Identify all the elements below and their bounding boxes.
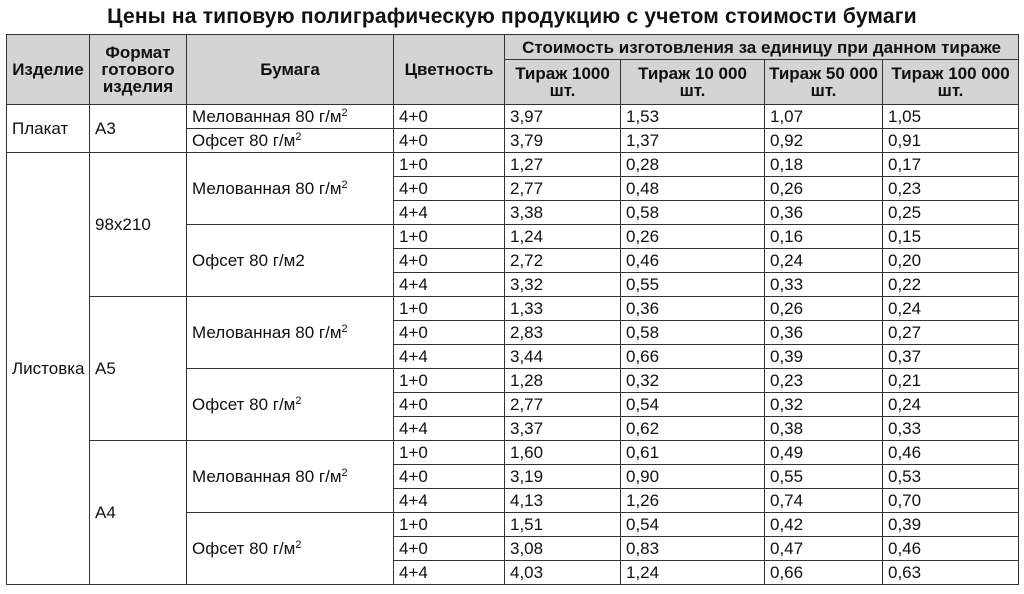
header-cost: Стоимость изготовления за единицу при данном тираже <box>505 35 1019 60</box>
price-cell: 1,24 <box>621 561 765 585</box>
price-cell: 3,37 <box>505 417 621 441</box>
product-leaflet: Листовка <box>7 153 90 585</box>
price-cell: 0,26 <box>621 225 765 249</box>
price-cell: 0,24 <box>883 393 1019 417</box>
paper-sup: 2 <box>341 178 348 191</box>
paper-label: Мелованная 80 г/м <box>192 178 342 198</box>
price-cell: 1,26 <box>621 489 765 513</box>
table-row <box>7 441 1019 465</box>
header-run-100000: Тираж 100 000 шт. <box>883 60 1019 105</box>
paper-label: Офсет 80 г/м <box>192 538 296 558</box>
header-format: Формат готового изделия <box>90 35 187 105</box>
color-cell: 4+4 <box>394 489 505 513</box>
color-cell: 4+4 <box>394 417 505 441</box>
color-cell: 4+4 <box>394 345 505 369</box>
price-cell: 1,07 <box>765 105 883 129</box>
price-cell: 0,90 <box>621 465 765 489</box>
price-cell: 0,33 <box>765 273 883 297</box>
color-cell: 1+0 <box>394 153 505 177</box>
color-cell: 4+0 <box>394 465 505 489</box>
price-cell: 0,48 <box>621 177 765 201</box>
price-cell: 1,24 <box>505 225 621 249</box>
price-cell: 0,46 <box>883 537 1019 561</box>
color-cell: 1+0 <box>394 441 505 465</box>
price-cell: 0,54 <box>621 513 765 537</box>
price-cell: 0,74 <box>765 489 883 513</box>
price-cell: 0,46 <box>621 249 765 273</box>
price-cell: 0,32 <box>621 369 765 393</box>
price-cell: 0,53 <box>883 465 1019 489</box>
price-cell: 3,97 <box>505 105 621 129</box>
price-cell: 0,36 <box>765 201 883 225</box>
price-cell: 3,79 <box>505 129 621 153</box>
color-cell: 1+0 <box>394 369 505 393</box>
paper-cell <box>187 297 394 369</box>
price-cell: 1,37 <box>621 129 765 153</box>
paper-cell <box>187 129 394 153</box>
price-cell: 0,62 <box>621 417 765 441</box>
price-cell: 0,70 <box>883 489 1019 513</box>
price-cell: 0,23 <box>765 369 883 393</box>
price-cell: 0,39 <box>883 513 1019 537</box>
product-poster: Плакат <box>7 105 90 153</box>
price-cell: 0,24 <box>765 249 883 273</box>
price-cell: 0,27 <box>883 321 1019 345</box>
format-98x210: 98х210 <box>90 153 187 297</box>
price-cell: 0,39 <box>765 345 883 369</box>
color-cell: 4+4 <box>394 273 505 297</box>
paper-label: Офсет 80 г/м <box>192 130 296 150</box>
header-run-10000: Тираж 10 000 шт. <box>621 60 765 105</box>
price-cell: 3,19 <box>505 465 621 489</box>
price-cell: 0,33 <box>883 417 1019 441</box>
price-cell: 2,83 <box>505 321 621 345</box>
price-cell: 1,51 <box>505 513 621 537</box>
price-cell: 3,08 <box>505 537 621 561</box>
paper-cell <box>187 105 394 129</box>
price-cell: 0,47 <box>765 537 883 561</box>
paper-cell <box>187 369 394 441</box>
price-cell: 3,32 <box>505 273 621 297</box>
format-a3: А3 <box>90 105 187 153</box>
price-cell: 0,92 <box>765 129 883 153</box>
price-cell: 1,33 <box>505 297 621 321</box>
table-row <box>7 105 1019 129</box>
price-cell: 0,42 <box>765 513 883 537</box>
price-cell: 0,36 <box>765 321 883 345</box>
price-cell: 0,49 <box>765 441 883 465</box>
paper-sup: 2 <box>341 466 348 479</box>
format-a4: А4 <box>90 441 187 585</box>
header-product: Изделие <box>7 35 90 105</box>
price-cell: 0,24 <box>883 297 1019 321</box>
paper-sup: 2 <box>295 394 302 407</box>
paper-label: Офсет 80 г/м <box>192 394 296 414</box>
price-cell: 4,13 <box>505 489 621 513</box>
price-cell: 0,26 <box>765 297 883 321</box>
color-cell: 4+0 <box>394 249 505 273</box>
price-cell: 2,77 <box>505 393 621 417</box>
price-cell: 0,25 <box>883 201 1019 225</box>
price-cell: 1,28 <box>505 369 621 393</box>
format-a5: А5 <box>90 297 187 441</box>
price-cell: 0,58 <box>621 321 765 345</box>
price-cell: 0,38 <box>765 417 883 441</box>
price-cell: 0,22 <box>883 273 1019 297</box>
paper-label: Мелованная 80 г/м <box>192 466 342 486</box>
page-title: Цены на типовую полиграфическую продукцию с учетом стоимости бумаги <box>107 5 917 28</box>
price-cell: 0,61 <box>621 441 765 465</box>
color-cell: 4+0 <box>394 129 505 153</box>
price-cell: 1,05 <box>883 105 1019 129</box>
header-row-1 <box>7 35 1019 60</box>
price-cell: 0,54 <box>621 393 765 417</box>
header-run-50000: Тираж 50 000 шт. <box>765 60 883 105</box>
paper-sup: 2 <box>295 538 302 551</box>
header-paper: Бумага <box>187 35 394 105</box>
price-cell: 0,58 <box>621 201 765 225</box>
paper-sup: 2 <box>341 106 348 119</box>
price-cell: 0,37 <box>883 345 1019 369</box>
paper-label: Мелованная 80 г/м <box>192 106 342 126</box>
paper-cell <box>187 153 394 225</box>
header-color: Цветность <box>394 35 505 105</box>
price-cell: 0,15 <box>883 225 1019 249</box>
price-cell: 2,72 <box>505 249 621 273</box>
price-cell: 3,38 <box>505 201 621 225</box>
price-cell: 0,17 <box>883 153 1019 177</box>
price-cell: 0,26 <box>765 177 883 201</box>
color-cell: 1+0 <box>394 225 505 249</box>
price-cell: 0,18 <box>765 153 883 177</box>
table-row <box>7 153 1019 177</box>
header-run-1000: Тираж 1000 шт. <box>505 60 621 105</box>
paper-cell <box>187 441 394 513</box>
paper-label: Мелованная 80 г/м <box>192 322 342 342</box>
price-cell: 0,66 <box>621 345 765 369</box>
price-cell: 0,23 <box>883 177 1019 201</box>
color-cell: 4+0 <box>394 537 505 561</box>
price-cell: 0,21 <box>883 369 1019 393</box>
price-cell: 3,44 <box>505 345 621 369</box>
color-cell: 1+0 <box>394 513 505 537</box>
color-cell: 4+4 <box>394 561 505 585</box>
price-cell: 0,32 <box>765 393 883 417</box>
price-cell: 0,46 <box>883 441 1019 465</box>
price-cell: 0,55 <box>621 273 765 297</box>
paper-sup: 2 <box>341 322 348 335</box>
paper-cell <box>187 513 394 585</box>
price-table <box>6 34 1019 585</box>
price-cell: 0,28 <box>621 153 765 177</box>
color-cell: 4+0 <box>394 393 505 417</box>
color-cell: 1+0 <box>394 297 505 321</box>
price-cell: 0,20 <box>883 249 1019 273</box>
price-cell: 1,60 <box>505 441 621 465</box>
price-cell: 1,53 <box>621 105 765 129</box>
table-row <box>7 297 1019 321</box>
price-cell: 0,63 <box>883 561 1019 585</box>
price-cell: 2,77 <box>505 177 621 201</box>
price-cell: 1,27 <box>505 153 621 177</box>
price-cell: 0,66 <box>765 561 883 585</box>
color-cell: 4+4 <box>394 201 505 225</box>
price-cell: 4,03 <box>505 561 621 585</box>
paper-label: Офсет 80 г/м2 <box>192 250 305 270</box>
price-cell: 0,83 <box>621 537 765 561</box>
price-cell: 0,36 <box>621 297 765 321</box>
price-cell: 0,91 <box>883 129 1019 153</box>
color-cell: 4+0 <box>394 105 505 129</box>
paper-sup: 2 <box>295 130 302 143</box>
paper-cell <box>187 225 394 297</box>
price-cell: 0,16 <box>765 225 883 249</box>
price-cell: 0,55 <box>765 465 883 489</box>
color-cell: 4+0 <box>394 177 505 201</box>
color-cell: 4+0 <box>394 321 505 345</box>
